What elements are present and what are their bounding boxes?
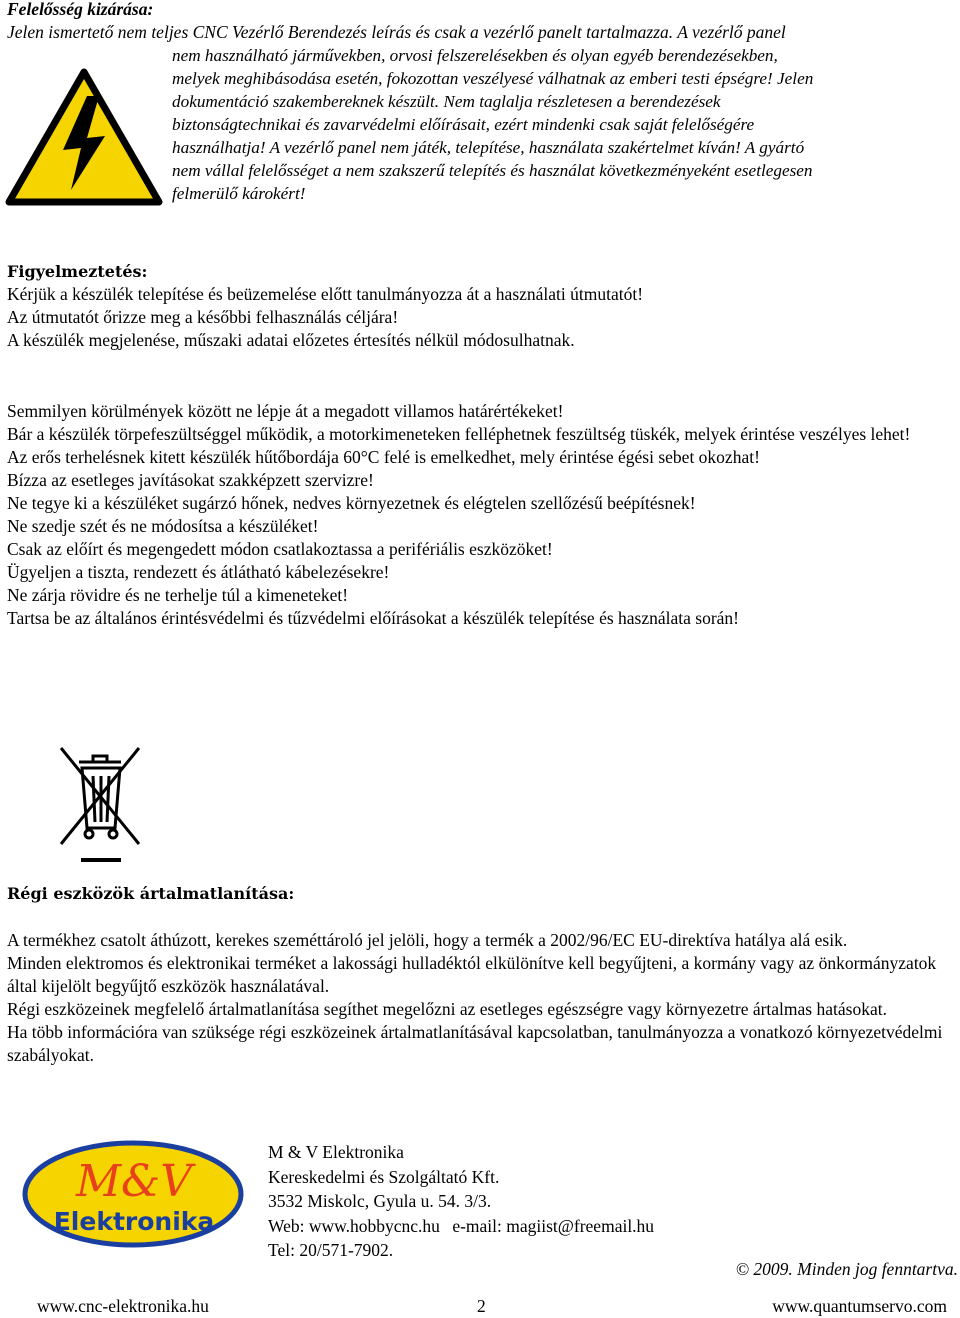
company-info (268, 1140, 654, 1263)
footer-right-url[interactable]: www.quantumservo.com (772, 1296, 947, 1316)
disclaimer-line: nem vállal felelősséget a nem szakszerű telepítés és használat következményeként esetlegesen (172, 161, 813, 180)
company-phone: Tel: 20/571-7902. (268, 1240, 394, 1260)
safety-line: Ügyeljen a tiszta, rendezett és átlátható kábelezésekre! (7, 562, 390, 582)
disclaimer-line: biztonságtechnikai és zavarvédelmi előírásait, ezért mindenki csak saját felelőségére (172, 115, 755, 134)
company-contact (268, 1214, 654, 1239)
safety-line: Ne zárja rövidre és ne terhelje túl a kimeneteket! (7, 585, 349, 605)
disposal-paragraph: Régi eszközeinek megfelelő ártalmatlanítása segíthet megelőzni az esetleges egészségre vagy környezetre ártalmas hatásokat. (7, 999, 887, 1019)
safety-line: Csak az előírt és megengedett módon csatlakoztassa a perifériális eszközöket! (7, 539, 553, 559)
company-name: M & V Elektronika (268, 1142, 404, 1162)
logo-wordmark: Elektronika (53, 1207, 215, 1236)
company-web[interactable]: Web: www.hobbycnc.hu (268, 1215, 440, 1236)
disclaimer-title: Felelősség kizárása: (7, 0, 154, 19)
safety-line: Ne tegye ki a készüléket sugárzó hőnek, nedves környezetnek és elégtelen szellőzésű beépítésnek! (7, 493, 696, 513)
high-voltage-warning-icon (5, 66, 163, 208)
safety-line: Ne szedje szét és ne módosítsa a készüléket! (7, 516, 319, 536)
disposal-paragraph: Ha több információra van szüksége régi eszközeinek ártalmatlanításával kapcsolatban, tanulmányozza a vonatkozó környezetvédelmi szabályokat. (7, 1022, 943, 1065)
crossed-bin-weee-icon (55, 740, 145, 868)
disposal-title: Régi eszközök ártalmatlanítása: (7, 884, 295, 903)
warning-line: A készülék megjelenése, műszaki adatai előzetes értesítés nélkül módosulhatnak. (7, 330, 575, 350)
page-number: 2 (477, 1296, 486, 1316)
warning-line: Az útmutatót őrizze meg a későbbi felhasználás céljára! (7, 307, 399, 327)
logo-mark: M&V (76, 1156, 192, 1207)
company-address: 3532 Miskolc, Gyula u. 54. 3/3. (268, 1191, 492, 1211)
disposal-paragraph: A termékhez csatolt áthúzott, kerekes szeméttároló jel jelöli, hogy a termék a 2002/96/EC EU-direktíva hatálya alá esik. (7, 930, 848, 950)
company-logo (22, 1140, 245, 1248)
safety-line: Bízza az esetleges javításokat szakképzett szervizre! (7, 470, 374, 490)
warning-line: Kérjük a készülék telepítése és beüzemelése előtt tanulmányozza át a használati útmutatót! (7, 284, 644, 304)
disclaimer-line: használhatja! A vezérlő panel nem játék, telepítése, használata szakértelmet kíván! A gyártó (172, 138, 805, 157)
disclaimer-line: felmerülő károkért! (172, 184, 306, 203)
disposal-section (7, 882, 953, 1067)
warning-title: Figyelmeztetés: (7, 262, 148, 281)
footer-left-url[interactable]: www.cnc-elektronika.hu (37, 1296, 209, 1316)
company-type: Kereskedelmi és Szolgáltató Kft. (268, 1166, 500, 1187)
safety-line: Tartsa be az általános érintésvédelmi és tűzvédelmi előírásokat a készülék telepítése és használata során! (7, 608, 740, 628)
disclaimer-intro: Jelen ismertető nem teljes CNC Vezérlő Berendezés leírás és csak a vezérlő panelt tartalmazza. A vezérlő panel (7, 22, 786, 42)
disposal-paragraph: Minden elektromos és elektronikai terméket a lakossági hulladéktól elkülönítve kell begyűjteni, a kormány vagy az önkormányzatok által kijelölt begyűjtő eszközök használatával. (7, 953, 937, 996)
safety-section (7, 400, 953, 630)
disclaimer-line: nem használható járművekben, orvosi felszerelésekben és olyan egyéb berendezésekben, (172, 46, 778, 65)
copyright: © 2009. Minden jog fenntartva. (735, 1259, 958, 1279)
warning-section (7, 260, 953, 352)
safety-line: Semmilyen körülmények között ne lépje át a megadott villamos határértékeket! (7, 401, 564, 421)
company-email[interactable]: e-mail: magiist@freemail.hu (452, 1215, 655, 1236)
safety-line: Bár a készülék törpefeszültséggel működik, a motorkimeneteken felléphetnek feszültség tüskék, melyek érintése veszélyes lehet! (7, 424, 911, 444)
disclaimer-line: melyek meghibásodása esetén, fokozottan veszélyesé válhatnak az emberi testi épségre! Jelen (172, 69, 814, 88)
safety-line: Az erős terhelésnek kitett készülék hűtőbordája 60°C felé is emelkedhet, mely érintése égési sebet okozhat! (7, 447, 760, 467)
disclaimer-body (172, 44, 954, 205)
disclaimer-line: dokumentáció szakembereknek készült. Nem taglalja részletesen a berendezések (172, 92, 721, 111)
